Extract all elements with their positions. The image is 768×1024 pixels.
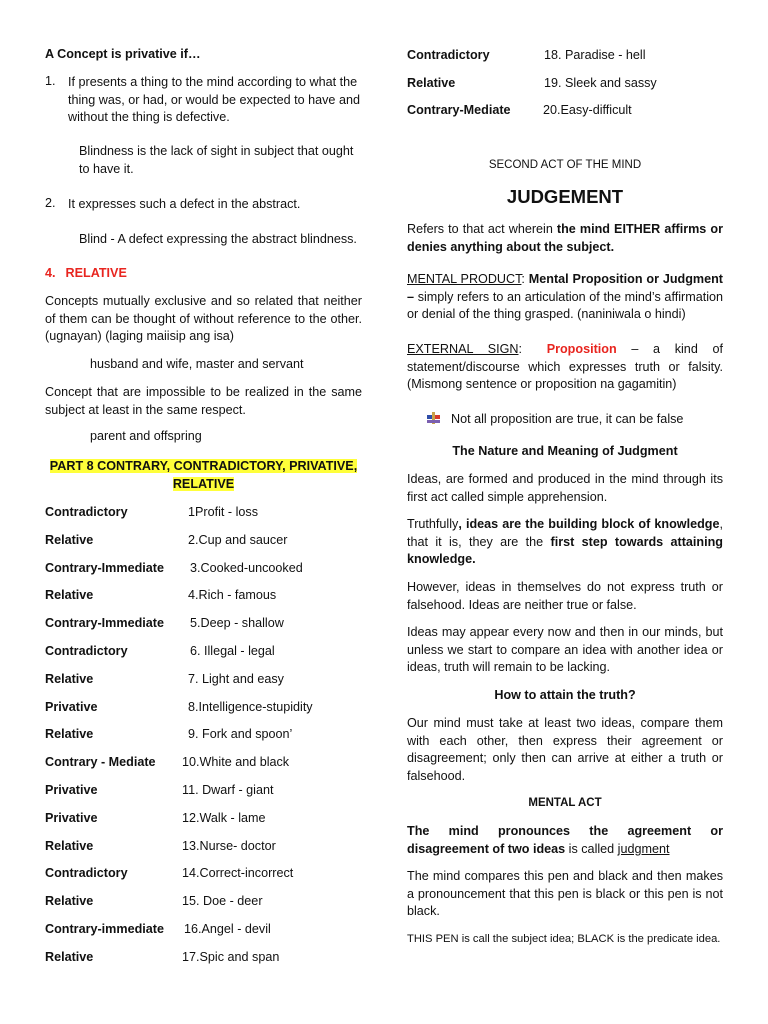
external-sign: EXTERNAL SIGN: Proposition – a kind of statement/discourse which expresses truth or falsity. (Mismong sentence or proposition na gagamitin) [407,342,724,391]
mental-product-bold: Mental Proposition or Judgment – [407,272,723,304]
judgement-definition-bold: the mind EITHER affirms or denies anything about the subject. [407,222,723,254]
concept-pair-row [45,614,362,632]
concept-pair-row [45,531,362,549]
nature-heading: The Nature and Meaning of Judgment [452,444,678,458]
concept-pair-row [45,864,362,882]
relative-definition: Concepts mutually exclusive and so related that neither of them can be thought of without reference to the other. (ugnayan) (laging maiisip ang isa) [45,294,362,343]
part8-heading-line1: PART 8 CONTRARY, CONTRADICTORY, PRIVATIVE, [49,459,358,473]
truthfully-mid: , that it is, they are the [407,517,723,549]
concept-example: 7. Light and easy [188,671,284,686]
concept-pair-row [407,74,724,92]
relative-definition-2: Concept that are impossible to be realized in the same subject at least in the same respect. [45,385,362,417]
judgement-definition [407,221,723,256]
concept-type: Relative [407,75,456,90]
concept-example: 14.Correct-incorrect [182,866,294,881]
concept-type: Relative [45,532,94,547]
concept-type: Contrary-Immediate [45,616,164,631]
concept-example: 9. Fork and spoon’ [188,727,293,742]
concept-type: Contrary-immediate [45,922,164,936]
pronounce-bold: The mind pronounces the agreement or disagreement of two ideas [407,824,723,856]
relative-label: RELATIVE [65,266,127,280]
concept-type: Contrary-Mediate [407,103,511,117]
judgement-definition-text: Refers to that act wherein [407,222,557,236]
concept-type: Contradictory [45,644,128,658]
concept-pair-row [45,753,362,771]
our-mind-paragraph: Our mind must take at least two ideas, compare them with each other, then express their agreement or disagreement; only then can arrive at either a truth or falsehood. [407,716,723,783]
concept-pair-row [45,809,362,827]
concept-type: Relative [45,949,94,964]
concept-example: 1Profit - loss [188,505,258,519]
concept-type: Privative [45,783,98,797]
judgement-title: JUDGEMENT [506,186,624,207]
concept-type: Relative [45,838,94,853]
mental-product-label: MENTAL PRODUCT [407,272,522,286]
bullet-item [427,411,723,429]
mental-product-text: simply refers to an articulation of the mind’s affirmation or denial of the thing grasped. (naniniwala o hindi) [407,289,723,321]
concept-example: 18. Paradise - hell [544,48,646,62]
external-sign-label: EXTERNAL SIGN [407,342,519,356]
truthfully-bold-1: , ideas are the building block of knowledge [458,517,720,531]
concept-pair-row [407,101,724,119]
concept-type: Privative [45,699,98,714]
concept-type: Relative [45,894,94,909]
concept-pair-row [45,920,362,938]
concept-example: 16.Angel - devil [184,922,271,936]
second-act-heading: SECOND ACT OF THE MIND [488,159,642,171]
part8-heading [45,457,362,493]
mental-act-heading: MENTAL ACT [528,797,602,809]
concept-type: Contrary - Mediate [45,755,156,770]
concept-example: 11. Dwarf - giant [182,783,274,797]
privative-heading: A Concept is privative if… [45,47,201,61]
concept-example: 6. Illegal - legal [190,644,275,658]
concept-pair-row [45,559,362,577]
concept-pair-row [45,586,362,604]
concept-type: Contradictory [407,48,490,62]
concept-example: 20.Easy-difficult [543,103,632,117]
concept-example: 12.Walk - lame [182,810,266,825]
concept-pair-row [407,46,724,64]
concept-example: 2.Cup and saucer [188,532,288,547]
concept-example: 4.Rich - famous [188,588,277,603]
concept-pair-row [45,948,362,966]
concept-pair-row [45,503,362,521]
external-sign-text: – a kind of statement/discourse which expresses truth or falsity. (Mismong sentence or proposition na gagamitin) [407,342,724,391]
truthfully-text: Truthfully [407,517,459,531]
part8-heading-line2: RELATIVE [172,477,235,491]
concept-pair-row [45,781,362,799]
list-text: It expresses such a defect in the abstract. [68,197,301,211]
compare-paragraph: The mind compares this pen and black and then makes a pronouncement that this pen is black or this pen is not black. [407,869,723,918]
concept-type: Relative [45,671,94,686]
concept-type: Relative [45,588,94,603]
concept-type: Contradictory [45,866,128,881]
concept-example: 15. Doe - deer [182,894,263,909]
list-number: 2. [45,196,56,210]
concept-pair-row [45,670,362,688]
concept-example: 3.Cooked-uncooked [190,560,303,575]
bullet-text: Not all proposition are true, it can be false [451,412,684,426]
concept-type: Contrary-Immediate [45,560,164,575]
concept-example: 10.White and black [182,755,290,770]
concept-type: Relative [45,727,94,742]
relative-number: 4. [45,266,56,280]
relative-example-2: parent and offspring [90,429,202,443]
attain-truth-heading: How to attain the truth? [494,688,636,702]
relative-heading [45,265,127,283]
external-sign-proposition: Proposition [546,342,617,356]
ideas-may-paragraph: Ideas may appear every now and then in our minds, but unless we start to compare an idea with another idea or ideas, truth will remain to be lacking. [407,625,723,674]
truthfully-bold-2: first step towards attaining knowledge. [407,534,723,566]
pronounce-paragraph [407,823,723,858]
mental-product: MENTAL PRODUCT: Mental Proposition or Judgment – simply refers to an articulation of the mind’s affirmation or denial of the thing grasped. (naniniwala o hindi) [407,272,723,321]
concept-type: Privative [45,810,98,825]
concept-pair-row [45,837,362,855]
list-number: 1. [45,74,56,88]
concept-example: 13.Nurse- doctor [182,838,276,853]
list-text: If presents a thing to the mind according to what the thing was, or had, or would be expected to have and without the thing is defective. [68,75,360,124]
however-paragraph: However, ideas in themselves do not express truth or falsehood. Ideas are neither true or false. [407,580,723,612]
privative-example: Blind - A defect expressing the abstract blindness. [79,232,357,246]
concept-example: 5.Deep - shallow [190,616,284,631]
concept-pair-row [45,725,362,743]
bullet-icon [427,412,441,424]
truthfully-paragraph [407,516,723,569]
subject-predicate-note: THIS PEN is call the subject idea; BLACK is the predicate idea. [407,933,721,945]
relative-example: husband and wife, master and servant [90,357,304,371]
pronounce-mid: is called [565,841,618,856]
privative-example: Blindness is the lack of sight in subject that ought to have it. [79,144,354,176]
pronounce-judgment: judgment [617,841,670,856]
concept-pair-row [45,892,362,910]
concept-example: 19. Sleek and sassy [544,75,657,90]
concept-pair-row [45,698,362,716]
concept-example: 17.Spic and span [182,949,280,964]
ideas-paragraph: Ideas, are formed and produced in the mind through its first act called simple apprehension. [407,472,723,504]
concept-pair-row [45,642,362,660]
concept-example: 8.Intelligence-stupidity [188,699,313,714]
concept-type: Contradictory [45,505,128,519]
